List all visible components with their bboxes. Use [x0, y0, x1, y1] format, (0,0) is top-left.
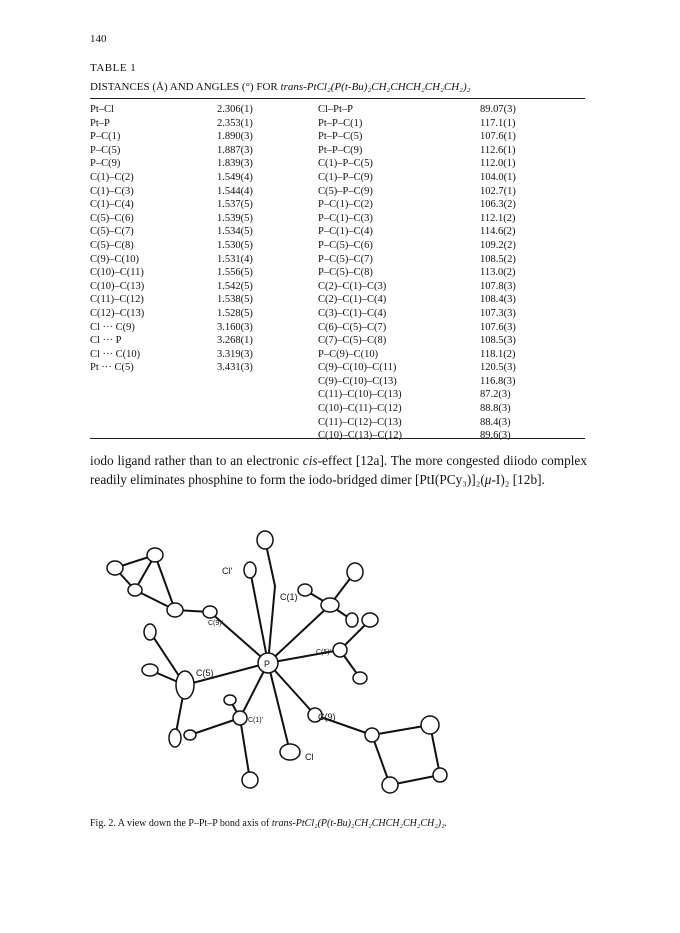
- table-caption-prefix: DISTANCES (Å) AND ANGLES (°) FOR: [90, 81, 281, 93]
- angle-label-cell: C(2)–C(1)–C(4): [318, 294, 387, 306]
- bond: [190, 718, 240, 735]
- distance-bond-column: [90, 103, 144, 375]
- angle-label-cell: P–C(5)–C(8): [318, 267, 373, 279]
- label-c5-prime: C(5)': [316, 649, 331, 656]
- angle-value-cell: 112.0(1): [480, 158, 516, 170]
- angle-label-cell: P–C(1)–C(2): [318, 199, 373, 211]
- angle-value-cell: 102.7(1): [480, 185, 516, 197]
- distance-bond-cell: Cl ··· C(10): [90, 348, 141, 360]
- angle-value-cell: 117.1(1): [480, 117, 516, 129]
- atom-ellipsoid: [242, 772, 258, 788]
- angle-label-cell: C(7)–C(5)–C(8): [318, 335, 387, 347]
- distance-value-cell: 1.887(3): [217, 144, 253, 156]
- atom-ellipsoid: [224, 695, 236, 705]
- atom-ellipsoid: [233, 711, 247, 725]
- distance-value-cell: 1.556(5): [217, 267, 253, 279]
- angle-value-cell: 107.8(3): [480, 280, 516, 292]
- distance-bond-cell: C(5)–C(8): [90, 239, 134, 251]
- angle-label-cell: C(9)–C(10)–C(13): [318, 375, 397, 387]
- angle-value-cell: 114.6(2): [480, 226, 516, 238]
- distance-value-cell: 2.306(1): [217, 104, 253, 115]
- atom-ellipsoid: [257, 531, 273, 549]
- atom-ellipsoid: [347, 563, 363, 581]
- distance-value-cell: 2.353(1): [217, 117, 253, 129]
- label-cl: Cl: [305, 752, 314, 762]
- atom-ellipsoid: [184, 730, 196, 740]
- angle-value-cell: 116.8(3): [480, 375, 516, 387]
- atom-ellipsoid: [176, 671, 194, 699]
- angle-value-cell: 89.07(3): [480, 104, 516, 115]
- distance-value-cell: 3.160(3): [217, 321, 253, 333]
- bond: [268, 586, 275, 663]
- atom-ellipsoid: [421, 716, 439, 734]
- distance-value-cell: 1.528(5): [217, 307, 253, 319]
- body-text-part1: iodo ligand rather than to an electronic: [90, 453, 303, 468]
- distance-value-cell: 1.549(4): [217, 171, 253, 183]
- distance-bond-cell: C(9)–C(10): [90, 253, 139, 265]
- angle-value-column: [480, 103, 516, 443]
- label-c1-prime: C(1)': [248, 717, 263, 724]
- angle-value-cell: 88.8(3): [480, 403, 511, 415]
- distance-bond-cell: P–C(5): [90, 144, 121, 156]
- label-c1: C(1): [280, 592, 298, 602]
- angle-label-cell: Cl–Pt–P: [318, 104, 354, 115]
- body-paragraph: [90, 451, 587, 489]
- angle-value-cell: 109.2(2): [480, 239, 516, 251]
- atom-ellipsoid: [333, 643, 347, 657]
- angle-label-cell: C(11)–C(10)–C(13): [318, 389, 402, 401]
- distance-value-cell: 1.537(5): [217, 199, 253, 211]
- angle-value-cell: 112.6(1): [480, 144, 516, 156]
- angle-value-cell: 107.3(3): [480, 307, 516, 319]
- angle-value-cell: 107.6(3): [480, 321, 516, 333]
- atom-ellipsoid: [142, 664, 158, 676]
- distance-bond-cell: Cl ··· P: [90, 335, 122, 347]
- distance-value-cell: 1.531(4): [217, 253, 253, 265]
- angle-label-cell: C(3)–C(1)–C(4): [318, 307, 387, 319]
- distance-value-cell: 1.534(5): [217, 226, 253, 238]
- angle-value-cell: 89.6(3): [480, 430, 511, 442]
- angle-label-cell: C(10)–C(13)–C(12): [318, 430, 402, 442]
- atom-ellipsoid: [298, 584, 312, 596]
- atom-ellipsoid: [147, 548, 163, 562]
- distance-bond-cell: Cl ··· C(9): [90, 321, 135, 333]
- angle-value-cell: 108.5(2): [480, 253, 516, 265]
- molecular-structure-figure: [90, 530, 490, 815]
- angle-value-cell: 107.6(1): [480, 131, 516, 143]
- distance-value-cell: 3.268(1): [217, 335, 253, 347]
- atom-ellipsoid: [346, 613, 358, 627]
- distance-bond-cell: C(5)–C(7): [90, 226, 134, 238]
- label-c9: C(9): [318, 712, 336, 722]
- page-number: 140: [90, 33, 107, 45]
- angle-label-cell: C(6)–C(5)–C(7): [318, 321, 387, 333]
- atom-ellipsoid: [167, 603, 183, 617]
- angle-label-cell: C(5)–P–C(9): [318, 185, 373, 197]
- angle-value-cell: 106.3(2): [480, 199, 516, 211]
- angle-label-cell: C(1)–P–C(5): [318, 158, 373, 170]
- distance-value-cell: 1.538(5): [217, 294, 253, 306]
- atom-ellipsoid: [433, 768, 447, 782]
- angle-label-cell: P–C(1)–C(4): [318, 226, 373, 238]
- atom-ellipsoid: [280, 744, 300, 760]
- label-cl-prime: Cl': [222, 566, 233, 576]
- table-top-rule: [90, 98, 585, 99]
- distance-value-cell: 1.539(5): [217, 212, 253, 224]
- angle-label-cell: P–C(1)–C(3): [318, 212, 373, 224]
- atom-ellipsoid: [353, 672, 367, 684]
- label-c9-prime: C(9)': [208, 620, 223, 627]
- distance-value-cell: 1.839(3): [217, 158, 253, 170]
- table-bottom-rule: [90, 438, 585, 439]
- atom-ellipsoid: [169, 729, 181, 747]
- distance-value-cell: 1.890(3): [217, 131, 253, 143]
- angle-label-cell: Pt–P–C(9): [318, 144, 363, 156]
- atom-ellipsoid: [321, 598, 339, 612]
- distance-bond-cell: C(12)–C(13): [90, 307, 145, 319]
- distance-bond-cell: C(10)–C(13): [90, 280, 145, 292]
- distance-value-cell: 1.542(5): [217, 280, 253, 292]
- angle-label-cell: C(9)–C(10)–C(11): [318, 362, 397, 374]
- angle-label-cell: C(10)–C(11)–C(12): [318, 403, 402, 415]
- distance-bond-cell: C(10)–C(11): [90, 267, 144, 279]
- atom-ellipsoid: [128, 584, 142, 596]
- angle-label-cell: Pt–P–C(5): [318, 131, 363, 143]
- distance-bond-cell: Pt ··· C(5): [90, 362, 134, 374]
- angle-value-cell: 88.4(3): [480, 416, 511, 428]
- angle-label-column: [318, 103, 402, 443]
- label-c5: C(5): [196, 668, 214, 678]
- angle-value-cell: 113.0(2): [480, 267, 516, 279]
- distance-bond-cell: C(11)–C(12): [90, 294, 144, 306]
- atom-ellipsoid: [382, 777, 398, 793]
- angle-value-cell: 104.0(1): [480, 171, 516, 183]
- body-text-part3: -I)₂ [12b].: [491, 472, 545, 487]
- atom-ellipsoid: [244, 562, 256, 578]
- atom-ellipsoid: [365, 728, 379, 742]
- table-label: TABLE 1: [90, 62, 137, 74]
- distance-bond-cell: C(5)–C(6): [90, 212, 134, 224]
- angle-label-cell: P–C(5)–C(6): [318, 239, 373, 251]
- distance-value-cell: 3.319(3): [217, 348, 253, 360]
- distance-value-cell: 1.530(5): [217, 239, 253, 251]
- angle-label-cell: Pt–P–C(1): [318, 117, 363, 129]
- distance-bond-cell: C(1)–C(2): [90, 171, 134, 183]
- figure-caption-prefix: Fig. 2. A view down the P–Pt–P bond axis of: [90, 818, 272, 829]
- distance-bond-cell: C(1)–C(3): [90, 185, 134, 197]
- distance-bond-cell: C(1)–C(4): [90, 199, 134, 211]
- table-caption-formula: trans-PtCl₂(P(t-Bu)₂CH₂CHCH₂CH₂CH₂)₂: [280, 81, 471, 93]
- distance-value-cell: 1.544(4): [217, 185, 253, 197]
- angle-label-cell: P–C(5)–C(7): [318, 253, 373, 265]
- atom-ellipsoid: [144, 624, 156, 640]
- angle-label-cell: C(1)–P–C(9): [318, 171, 373, 183]
- angle-value-cell: 118.1(2): [480, 348, 516, 360]
- angle-value-cell: 87.2(3): [480, 389, 511, 401]
- label-p: P: [264, 659, 271, 669]
- angle-label-cell: C(11)–C(12)–C(13): [318, 416, 402, 428]
- atom-ellipsoid: [107, 561, 123, 575]
- distance-bond-cell: Pt–P: [90, 117, 110, 129]
- angle-value-cell: 108.5(3): [480, 335, 516, 347]
- bond: [240, 718, 250, 780]
- table-caption: [90, 81, 470, 93]
- figure-caption: [90, 818, 447, 829]
- body-text-cis: cis: [302, 453, 318, 468]
- atom-ellipsoid: [203, 606, 217, 618]
- angle-value-cell: 120.5(3): [480, 362, 516, 374]
- angle-label-cell: P–C(9)–C(10): [318, 348, 379, 360]
- distance-value-column: [217, 103, 253, 375]
- distance-value-cell: 3.431(3): [217, 362, 253, 374]
- atom-ellipsoid: [362, 613, 378, 627]
- angle-label-cell: C(2)–C(1)–C(3): [318, 280, 387, 292]
- distance-bond-cell: P–C(9): [90, 158, 121, 170]
- angle-value-cell: 108.4(3): [480, 294, 516, 306]
- angle-value-cell: 112.1(2): [480, 212, 516, 224]
- distance-bond-cell: Pt–Cl: [90, 104, 114, 115]
- body-text-mu: μ: [484, 472, 492, 487]
- figure-caption-formula: trans-PtCl₂(P(t-Bu)₂CH₂CHCH₂CH₂CH₂)₂.: [271, 818, 448, 829]
- distance-bond-cell: P–C(1): [90, 131, 121, 143]
- body-text-part2: -effect [12a]. The more congested diiodo complex readily eliminates phosphine to form the iodo-bridged dimer [PtI(PCy₃)]₂(: [90, 453, 587, 487]
